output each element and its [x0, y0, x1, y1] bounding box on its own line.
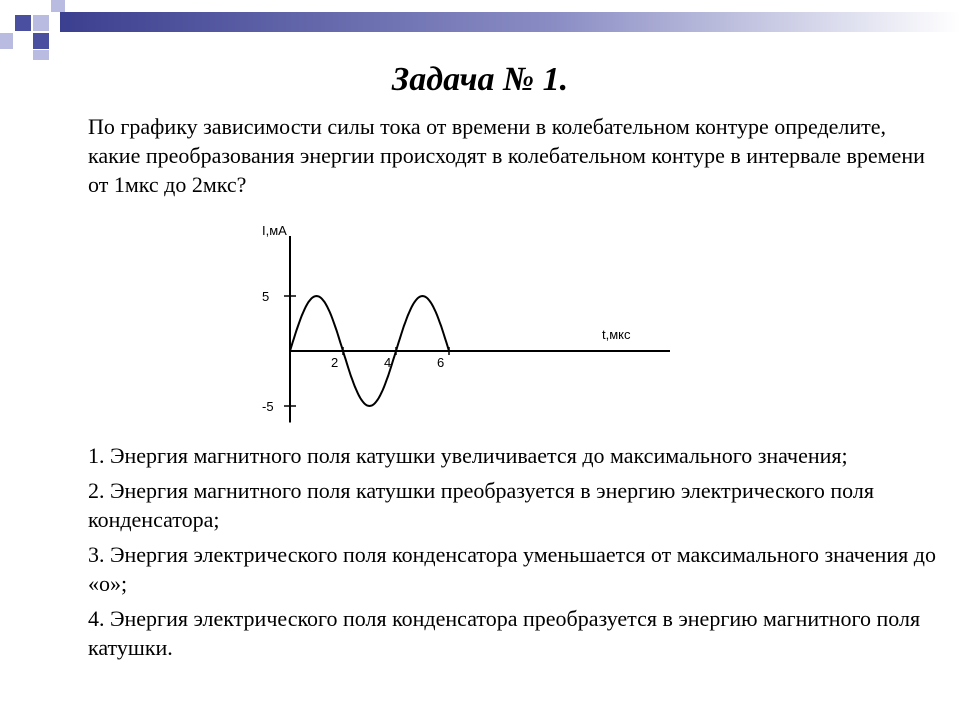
decor-square — [0, 33, 13, 49]
decorative-header-band — [0, 0, 960, 60]
answer-option-1[interactable]: 1. Энергия магнитного поля катушки увеличивается до максимального значения; — [88, 443, 848, 468]
page-title: Задача № 1. — [391, 61, 569, 98]
y-tick-label: -5 — [262, 399, 274, 414]
decor-square — [15, 33, 31, 49]
decor-square — [33, 15, 49, 31]
decor-square — [15, 15, 31, 31]
current-time-chart — [250, 218, 670, 428]
answer-option-4[interactable]: 4. Энергия электрического поля конденсатора преобразуется в энергию магнитного поля катушки. — [88, 606, 921, 660]
question-text: По графику зависимости силы тока от времени в колебательном контуре определите, какие преобразования энергии происходят в колебательном контуре в интервале времени от 1мкс до 2мкс? — [88, 114, 925, 197]
answer-list — [88, 441, 948, 668]
y-axis-label: I,мА — [262, 223, 287, 238]
decor-square — [51, 0, 65, 12]
x-tick-label: 4 — [384, 355, 392, 370]
gradient-bar — [60, 12, 960, 32]
answer-option-3[interactable]: 3. Энергия электрического поля конденсатора уменьшается от максимального значения до «о»; — [88, 542, 936, 596]
x-tick-label: 6 — [437, 355, 445, 370]
y-tick-label: 5 — [262, 289, 270, 304]
x-tick-label: 2 — [331, 355, 339, 370]
answer-option-2[interactable]: 2. Энергия магнитного поля катушки преобразуется в энергию электрического поля конденсатора; — [88, 478, 874, 532]
x-axis-label: t,мкс — [602, 327, 631, 342]
decor-square — [33, 33, 49, 49]
